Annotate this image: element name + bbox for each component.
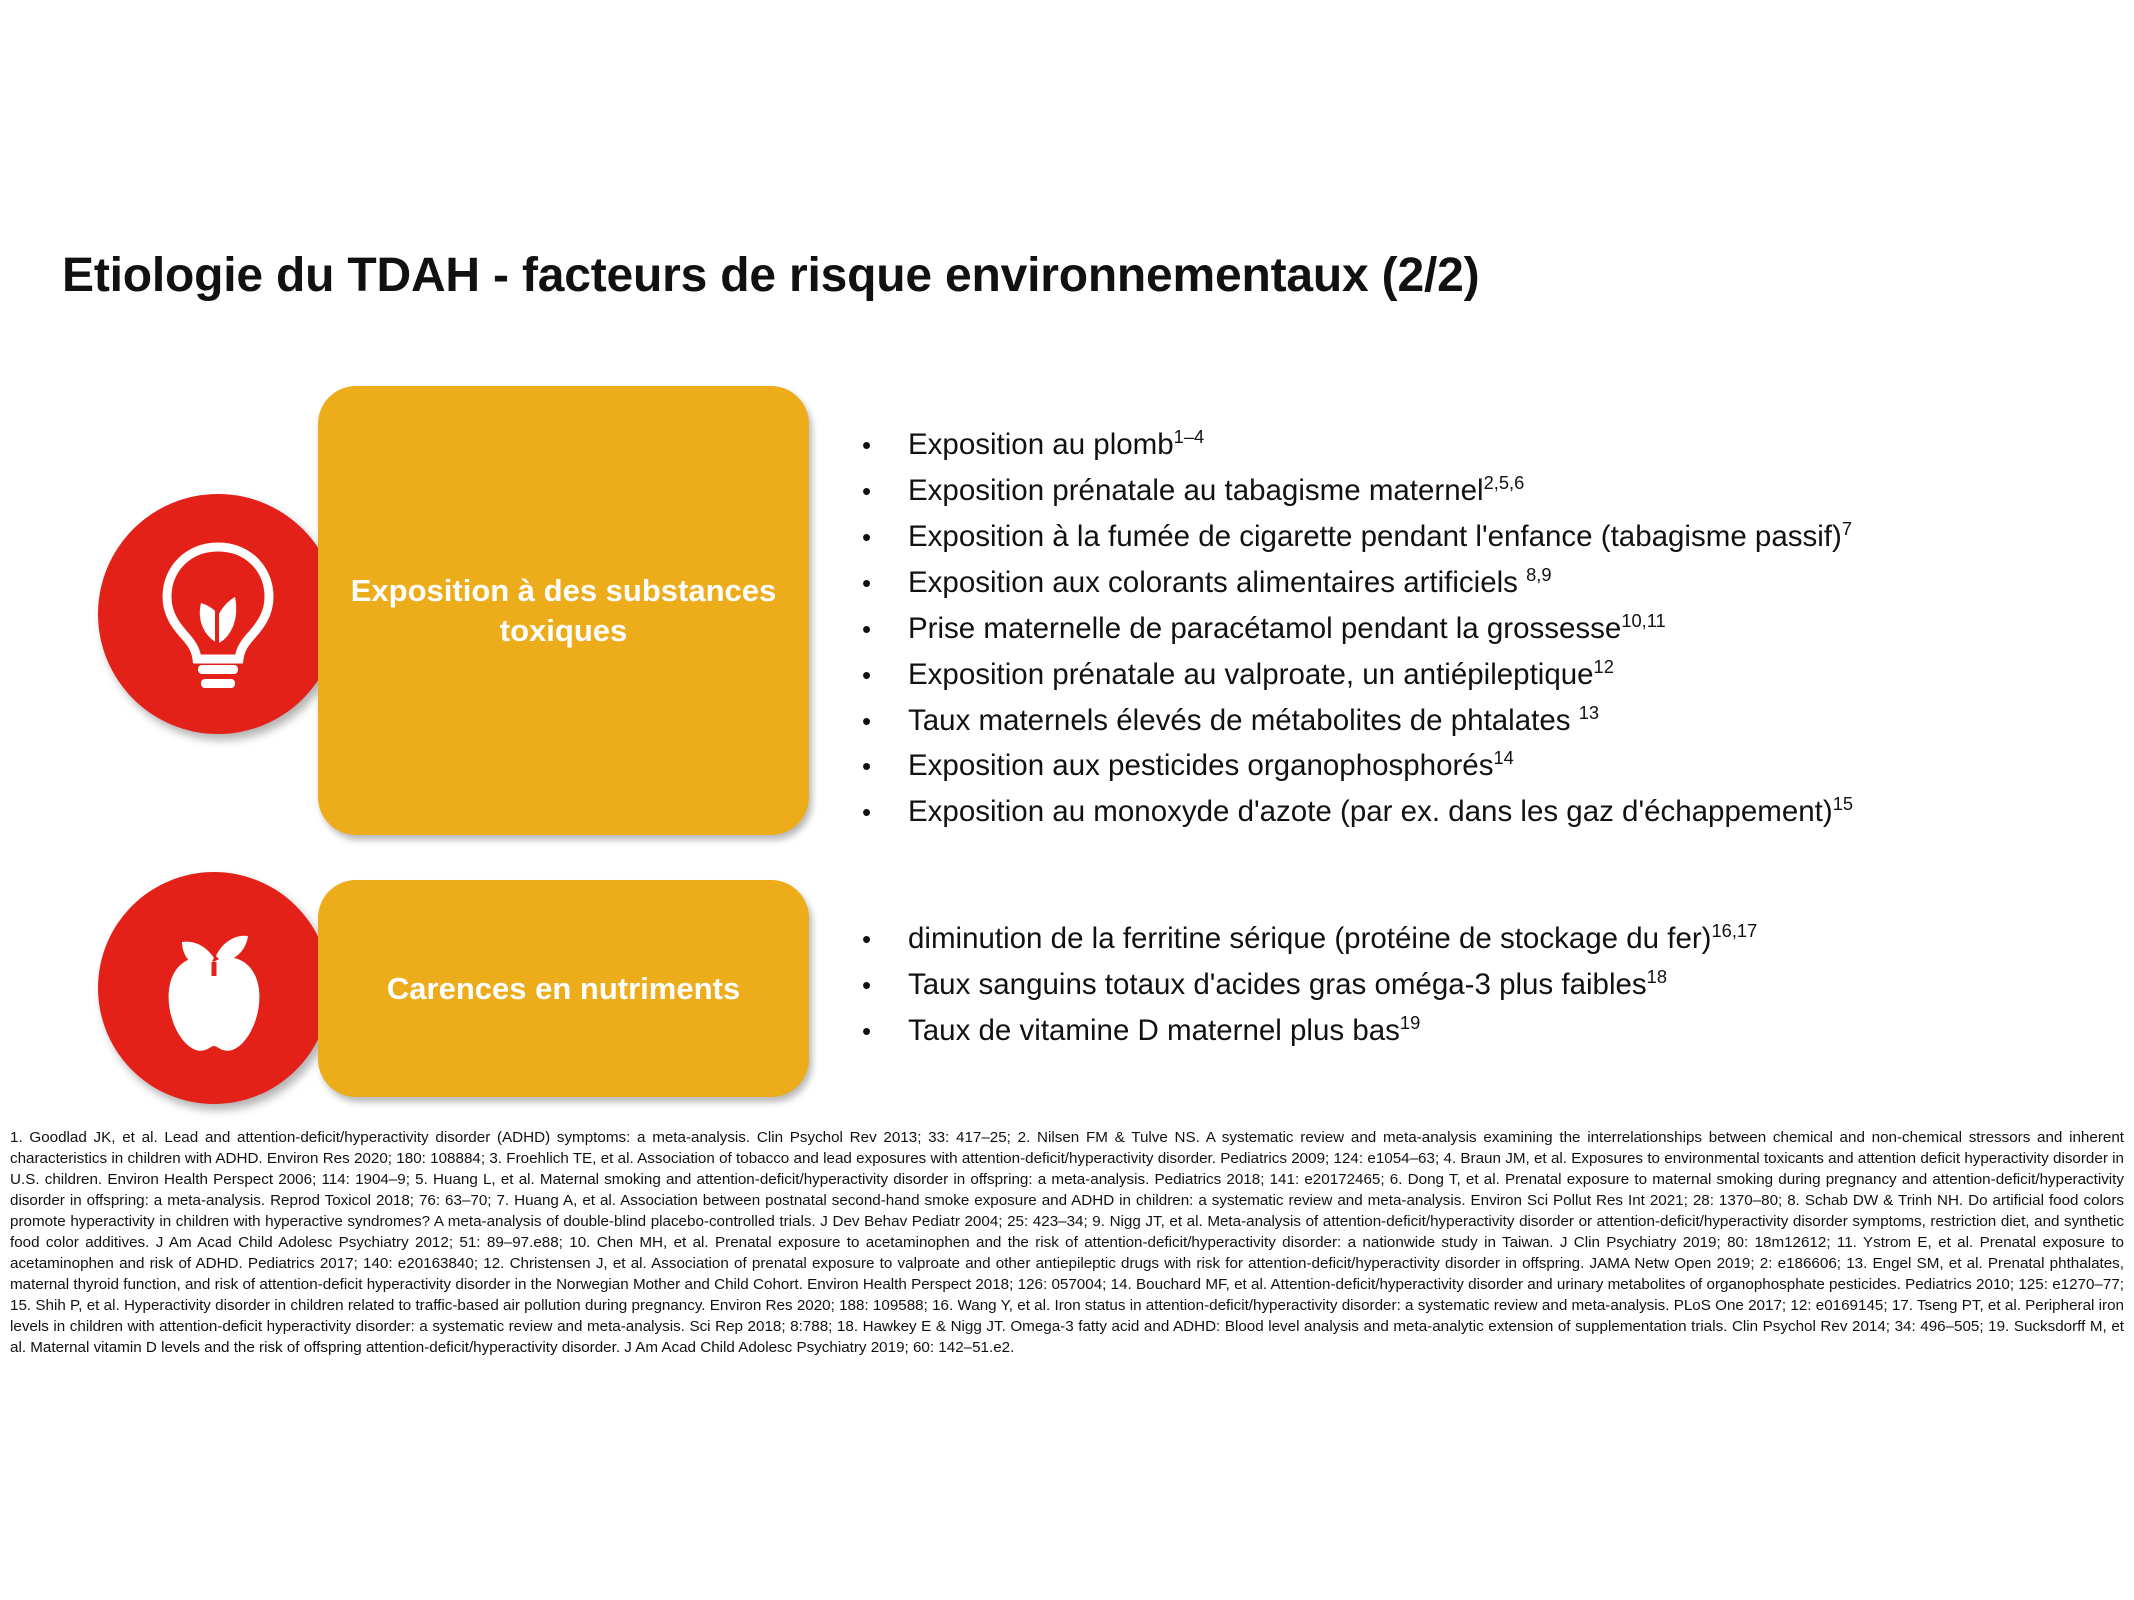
list-item-text: Exposition aux colorants alimentaires artificiels $^{8,9}$	[908, 563, 1552, 599]
category-label: Carences en nutriments	[386, 970, 741, 1006]
list-item-text: Exposition prénatale au tabagisme maternel$^{2,5,6}$	[908, 472, 1525, 507]
bullet-dot-icon: •	[862, 613, 872, 644]
bullet-dot-icon: •	[862, 969, 872, 1000]
category-panel-toxic-substances	[318, 386, 809, 835]
category-panel-nutrient-deficiency	[318, 880, 809, 1097]
list-item	[862, 964, 2092, 1007]
apple-icon	[98, 872, 330, 1104]
list-item	[862, 608, 2092, 651]
bullet-dot-icon: •	[862, 1015, 872, 1046]
list-item	[862, 700, 2092, 743]
bullet-dot-icon: •	[862, 521, 872, 552]
list-item-text: Taux de vitamine D maternel plus bas$^{19}$	[908, 1012, 1421, 1047]
bullet-dot-icon: •	[862, 567, 872, 598]
bullet-dot-icon: •	[862, 751, 872, 782]
list-item-text: Exposition à la fumée de cigarette pendant l'enfance (tabagisme passif)$^7$	[908, 518, 1852, 553]
bullet-list-nutrient-deficiency	[862, 918, 2092, 1056]
list-item-text: Prise maternelle de paracétamol pendant la grossesse$^{10,11}$	[908, 609, 1666, 645]
list-item	[862, 470, 2092, 513]
bullet-dot-icon: •	[862, 659, 872, 690]
bullet-dot-icon: •	[862, 475, 872, 506]
bullet-list-toxic-substances	[862, 424, 2092, 837]
list-item	[862, 745, 2092, 788]
page-title: Etiologie du TDAH - facteurs de risque environnementaux (2/2)	[62, 249, 1480, 302]
list-item-text: diminution de la ferritine sérique (protéine de stockage du fer)$^{16,17}$	[908, 920, 1758, 955]
category-label: Exposition à des substances toxiques	[350, 572, 777, 648]
bullet-dot-icon: •	[862, 705, 872, 736]
bullet-dot-icon: •	[862, 430, 872, 460]
list-item-text: Taux maternels élevés de métabolites de phtalates $^{13}$	[908, 701, 1600, 737]
list-item	[862, 654, 2092, 697]
list-item	[862, 562, 2092, 605]
list-item-text: Exposition aux pesticides organophosphorés$^{14}$	[908, 747, 1514, 783]
list-item-text: Exposition au plomb$^{1-4}$	[908, 426, 1205, 461]
list-item	[862, 424, 2092, 467]
bullet-dot-icon: •	[862, 797, 872, 828]
list-item	[862, 918, 2092, 961]
references-text: 1. Goodlad JK, et al. Lead and attention-deficit/hyperactivity disorder (ADHD) symptoms: a meta-analysis. Clin Psychol Rev 2013; 33: 417–25; 2. Nilsen FM & Tulve NS. A systematic review and meta-analysis examining the interrelationships between chemical and non-chemical stressors and inherent characteristics in children with ADHD. Environ Res 2020; 180: 108884; 3. Froehlich TE, et al. Association of tobacco and lead exposures with attention-deficit/hyperactivity disorder. Pediatrics 2009; 124: e1054–63; 4. Braun JM, et al. Exposures to environmental toxicants and attention deficit hyperactivity disorder in U.S. children. Environ Health Perspect 2006; 114: 1904–9; 5. Huang L, et al. Maternal smoking and attention-deficit/hyperactivity disorder in offspring: a meta-analysis. Pediatrics 2018; 141: e20172465; 6. Dong T, et al. Prenatal exposure to maternal smoking during pregnancy and attention-deficit/hyperactivity disorder in offspring: a meta-analysis. Reprod Toxicol 2018; 76: 63–70; 7. Huang A, et al. Association between postnatal second-hand smoke exposure and ADHD in children: a systematic review and meta-analysis. Environ Sci Pollut Res Int 2021; 28: 1370–80; 8. Schab DW & Trinh NH. Do artificial food colors promote hyperactivity in children with hyperactive syndromes? A meta-analysis of double-blind placebo-controlled trials. J Dev Behav Pediatr 2004; 25: 423–34; 9. Nigg JT, et al. Meta-analysis of attention-deficit/hyperactivity disorder or attention-deficit/hyperactivity disorder symptoms, restriction diet, and synthetic food color additives. J Am Acad Child Adolesc Psychiatry 2012; 51: 89–97.e88; 10. Chen MH, et al. Prenatal exposure to acetaminophen and the risk of attention-deficit/hyperactivity disorder: a nationwide study in Taiwan. J Clin Psychiatry 2019; 80: 18m12612; 11. Ystrom E, et al. Prenatal exposure to acetaminophen and risk of ADHD. Pediatrics 2017; 140: e20163840; 12. Christensen J, et al. Association of prenatal exposure to valproate and other antiepileptic drugs with risk for attention-deficit/hyperactivity disorder in offspring. JAMA Netw Open 2019; 2: e186606; 13. Engel SM, et al. Prenatal phthalates, maternal thyroid function, and risk of attention-deficit hyperactivity disorder in the Norwegian Mother and Child Cohort. Environ Health Perspect 2018; 126: 057004; 14. Bouchard MF, et al. Attention-deficit/hyperactivity disorder and urinary metabolites of organophosphate pesticides. Pediatrics 2010; 125: e1270–77; 15. Shih P, et al. Hyperactivity disorder in children related to traffic-based air pollution during pregnancy. Environ Res 2020; 188: 109588; 16. Wang Y, et al. Iron status in attention-deficit/hyperactivity disorder: a systematic review and meta-analysis. PLoS One 2017; 12: e0169145; 17. Tseng PT, et al. Peripheral iron levels in children with attention-deficit hyperactivity disorder: a systematic review and meta-analysis. Sci Rep 2018; 8:788; 18. Hawkey E & Nigg JT. Omega-3 fatty acid and ADHD: Blood level analysis and meta-analytic extension of supplementation trials. Clin Psychol Rev 2014; 34: 496–505; 19. Sucksdorff M, et al. Maternal vitamin D levels and the risk of offspring attention-deficit/hyperactivity disorder. J Am Acad Child Adolesc Psychiatry 2019; 60: 142–51.e2.	[10, 1129, 2124, 1356]
bullet-dot-icon: •	[862, 924, 872, 954]
list-item-text: Exposition prénatale au valproate, un antiépileptique$^{12}$	[908, 655, 1614, 691]
list-item-text: Exposition au monoxyde d'azote (par ex. dans les gaz d'échappement)$^{15}$	[908, 793, 1854, 829]
list-item	[862, 791, 2092, 834]
list-item-text: Taux sanguins totaux d'acides gras oméga-3 plus faibles$^{18}$	[908, 966, 1667, 1001]
lightbulb-leaf-icon	[98, 494, 338, 734]
list-item	[862, 516, 2092, 559]
list-item	[862, 1010, 2092, 1053]
